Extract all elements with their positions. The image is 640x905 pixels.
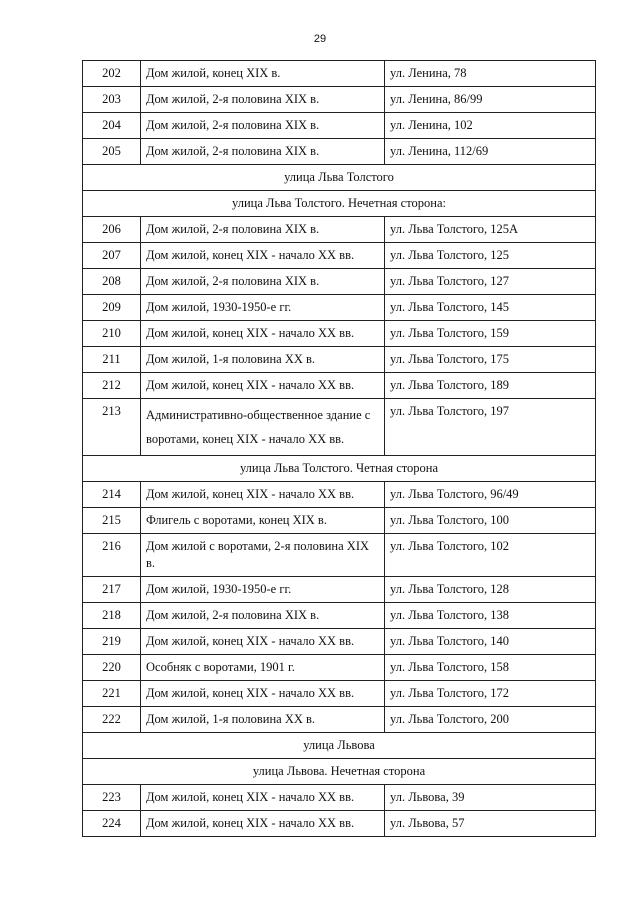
object-address: ул. Львова, 57 <box>385 811 596 837</box>
table-row <box>83 321 596 347</box>
table-row <box>83 399 596 456</box>
table-row <box>83 785 596 811</box>
object-number: 224 <box>83 811 141 837</box>
object-number: 217 <box>83 577 141 603</box>
table-row <box>83 269 596 295</box>
object-description: Дом жилой, 1930-1950-е гг. <box>141 295 385 321</box>
object-address: ул. Ленина, 86/99 <box>385 87 596 113</box>
object-number: 203 <box>83 87 141 113</box>
object-address: ул. Льва Толстого, 125А <box>385 217 596 243</box>
object-address: ул. Льва Толстого, 145 <box>385 295 596 321</box>
table-row <box>83 534 596 577</box>
object-address: ул. Льва Толстого, 175 <box>385 347 596 373</box>
object-number: 205 <box>83 139 141 165</box>
table-row <box>83 243 596 269</box>
object-number: 202 <box>83 61 141 87</box>
object-address: ул. Льва Толстого, 102 <box>385 534 596 577</box>
table-row <box>83 482 596 508</box>
object-number: 212 <box>83 373 141 399</box>
object-description: Флигель с воротами, конец XIX в. <box>141 508 385 534</box>
section-header-row <box>83 191 596 217</box>
object-description: Особняк с воротами, 1901 г. <box>141 655 385 681</box>
object-address: ул. Льва Толстого, 138 <box>385 603 596 629</box>
object-address: ул. Ленина, 112/69 <box>385 139 596 165</box>
object-address: ул. Льва Толстого, 159 <box>385 321 596 347</box>
object-address: ул. Льва Толстого, 158 <box>385 655 596 681</box>
object-number: 213 <box>83 399 141 456</box>
object-description: Дом жилой, конец XIX - начало XX вв. <box>141 785 385 811</box>
object-address: ул. Льва Толстого, 125 <box>385 243 596 269</box>
object-number: 204 <box>83 113 141 139</box>
object-number: 222 <box>83 707 141 733</box>
object-description: Дом жилой, 2-я половина XIX в. <box>141 87 385 113</box>
section-header-row <box>83 759 596 785</box>
table-row <box>83 87 596 113</box>
object-number: 206 <box>83 217 141 243</box>
object-description: Дом жилой, конец XIX в. <box>141 61 385 87</box>
table-row <box>83 603 596 629</box>
object-address: ул. Льва Толстого, 127 <box>385 269 596 295</box>
table-row <box>83 577 596 603</box>
section-header-row <box>83 733 596 759</box>
object-number: 211 <box>83 347 141 373</box>
section-title: улица Льва Толстого. Четная сторона <box>83 456 596 482</box>
table-row <box>83 681 596 707</box>
object-description: Дом жилой, 2-я половина XIX в. <box>141 603 385 629</box>
object-number: 223 <box>83 785 141 811</box>
object-description: Дом жилой с воротами, 2-я половина XIX в. <box>141 534 385 577</box>
object-address: ул. Ленина, 102 <box>385 113 596 139</box>
object-number: 215 <box>83 508 141 534</box>
object-description: Дом жилой, конец XIX - начало XX вв. <box>141 482 385 508</box>
object-number: 216 <box>83 534 141 577</box>
object-description: Дом жилой, конец XIX - начало XX вв. <box>141 321 385 347</box>
section-header-row <box>83 165 596 191</box>
table-row <box>83 629 596 655</box>
section-title: улица Львова. Нечетная сторона <box>83 759 596 785</box>
object-address: ул. Льва Толстого, 172 <box>385 681 596 707</box>
object-number: 210 <box>83 321 141 347</box>
table-row <box>83 347 596 373</box>
object-description: Дом жилой, 2-я половина XIX в. <box>141 139 385 165</box>
table-row <box>83 811 596 837</box>
object-number: 207 <box>83 243 141 269</box>
table-body <box>83 61 596 837</box>
object-number: 219 <box>83 629 141 655</box>
table-row <box>83 295 596 321</box>
object-address: ул. Ленина, 78 <box>385 61 596 87</box>
table-row <box>83 655 596 681</box>
table-row <box>83 508 596 534</box>
object-number: 221 <box>83 681 141 707</box>
object-address: ул. Льва Толстого, 189 <box>385 373 596 399</box>
object-description: Дом жилой, 1-я половина XX в. <box>141 347 385 373</box>
object-address: ул. Льва Толстого, 140 <box>385 629 596 655</box>
object-description: Дом жилой, конец XIX - начало XX вв. <box>141 243 385 269</box>
object-description: Дом жилой, 1930-1950-е гг. <box>141 577 385 603</box>
object-description: Дом жилой, конец XIX - начало XX вв. <box>141 629 385 655</box>
table-row <box>83 217 596 243</box>
table-row <box>83 139 596 165</box>
page-number: 29 <box>313 33 327 45</box>
section-header-row <box>83 456 596 482</box>
object-description: Дом жилой, конец XIX - начало XX вв. <box>141 681 385 707</box>
object-description: Дом жилой, конец XIX - начало XX вв. <box>141 811 385 837</box>
object-description: Административно-общественное здание с воротами, конец XIX - начало XX вв. <box>141 399 385 456</box>
object-number: 214 <box>83 482 141 508</box>
object-description: Дом жилой, 2-я половина XIX в. <box>141 269 385 295</box>
section-title: улица Львова <box>83 733 596 759</box>
object-address: ул. Львова, 39 <box>385 785 596 811</box>
section-title: улица Льва Толстого <box>83 165 596 191</box>
table-row <box>83 707 596 733</box>
table-row <box>83 373 596 399</box>
object-description: Дом жилой, 2-я половина XIX в. <box>141 113 385 139</box>
object-number: 218 <box>83 603 141 629</box>
object-address: ул. Льва Толстого, 200 <box>385 707 596 733</box>
monuments-table <box>82 60 596 837</box>
table-row <box>83 61 596 87</box>
object-address: ул. Льва Толстого, 100 <box>385 508 596 534</box>
object-number: 208 <box>83 269 141 295</box>
section-title: улица Льва Толстого. Нечетная сторона: <box>83 191 596 217</box>
object-address: ул. Льва Толстого, 96/49 <box>385 482 596 508</box>
object-number: 220 <box>83 655 141 681</box>
object-description: Дом жилой, 1-я половина XX в. <box>141 707 385 733</box>
object-address: ул. Льва Толстого, 197 <box>385 399 596 456</box>
object-address: ул. Льва Толстого, 128 <box>385 577 596 603</box>
object-description: Дом жилой, конец XIX - начало XX вв. <box>141 373 385 399</box>
object-number: 209 <box>83 295 141 321</box>
table-row <box>83 113 596 139</box>
object-description: Дом жилой, 2-я половина XIX в. <box>141 217 385 243</box>
